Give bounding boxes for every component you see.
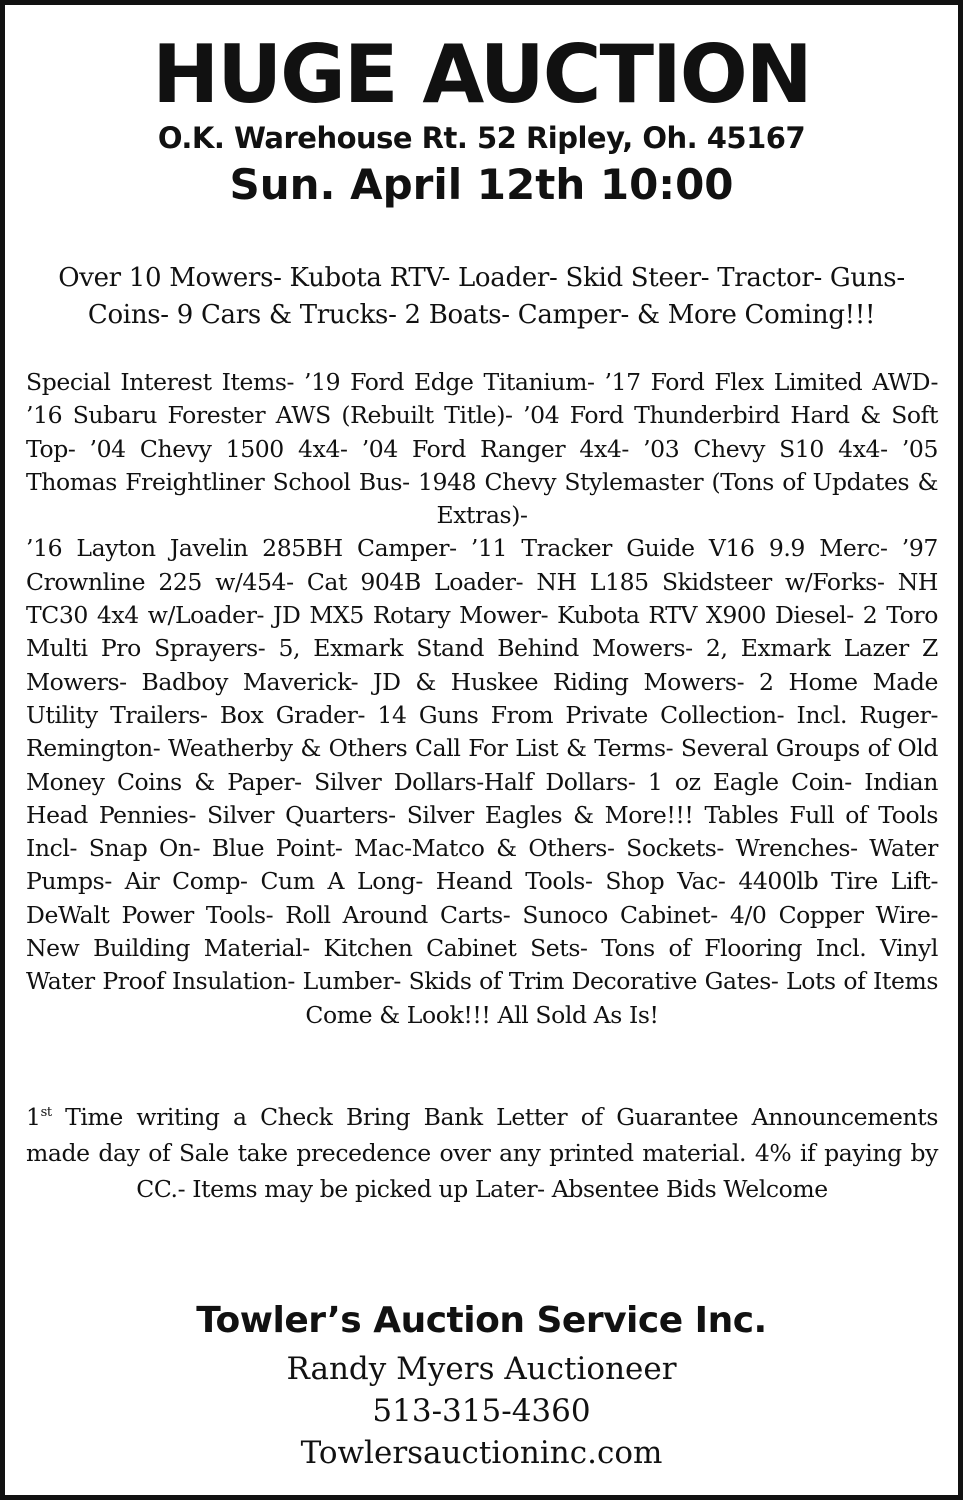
equipment-and-goods: ’16 Layton Javelin 285BH Camper- ’11 Tracker Guide V16 9.9 Merc- ’97 Crownline 225 w/454- Cat 904B Loader- NH L185 Skidsteer w/Forks- NH TC30 4x4 w/Loader- JD MX5 Rotary Mower- Kubota RTV X900 Diesel- 2 Toro Multi Pro Sprayers- 5, Exmark Stand Behind Mowers- 2, Exmark Lazer Z Mowers- Badboy Maverick- JD & Huskee Riding Mowers- 2 Home Made Utility Trailers- Box Grader- 14 Guns From Private Collection- Incl. Ruger- Remington- Weatherby & Others Call For List & Terms- Several Groups of Old Money Coins & Paper- Silver Dollars-Half Dollars- 1 oz Eagle Coin- Indian Head Pennies- Silver Quarters- Silver Eagles & More!!! Tables Full of Tools Incl- Snap On- Blue Point- Mac-Matco & Others- Sockets- Wrenches- Water Pumps- Air Comp- Cum A Long- Heand Tools- Shop Vac- 4400lb Tire Lift- DeWalt Power Tools- Roll Around Carts- Sunoco Cabinet- 4/0 Copper Wire- New Building Material- Kitchen Cabinet Sets- Tons of Flooring Incl. Vinyl Water Proof Insulation- Lumber- Skids of Trim Decorative Gates- Lots of Items Come & Look!!! All Sold As Is! bbox=[26, 534, 938, 1029]
special-interest-vehicles: Special Interest Items- ’19 Ford Edge Titanium- ’17 Ford Flex Limited AWD- ’16 Subaru Forester AWS (Rebuilt Title)- ’04 Ford Thunderbird Hard & Soft Top- ’04 Chevy 1500 4x4- ’04 Ford Ranger 4x4- ’03 Chevy S10 4x4- ’05 Thomas Freightliner School Bus- 1948 Chevy Stylemaster (Tons of Updates & Extras)- bbox=[26, 368, 938, 530]
terms-text: Time writing a Check Bring Bank Letter of Guarantee Announcements made day of Sale take precedence over any printed material. 4% if paying by CC.- Items may be picked up Later- Absentee Bids Welcome bbox=[26, 1103, 938, 1203]
auction-date: Sun. April 12th 10:00 bbox=[229, 160, 734, 209]
ad-footer bbox=[0, 1294, 963, 1474]
ad-title: HUGE AUCTION bbox=[152, 28, 811, 121]
auction-location: O.K. Warehouse Rt. 52 Ripley, Oh. 45167 bbox=[157, 121, 806, 155]
auction-summary: Over 10 Mowers- Kubota RTV- Loader- Skid Steer- Tractor- Guns- Coins- 9 Cars & Trucks- 2 Boats- Camper- & More Coming!!! bbox=[58, 263, 905, 330]
auction-terms bbox=[26, 1099, 938, 1207]
auctioneer-name: Randy Myers Auctioneer bbox=[286, 1351, 677, 1387]
phone-number: 513-315-4360 bbox=[372, 1393, 591, 1429]
item-listing bbox=[26, 366, 938, 1032]
terms-ordinal-number: 1 bbox=[26, 1103, 41, 1131]
ad-header bbox=[0, 30, 963, 214]
website: Towlersauctioninc.com bbox=[300, 1435, 663, 1471]
company-name: Towler’s Auction Service Inc. bbox=[196, 1300, 767, 1341]
terms-ordinal-suffix: st bbox=[40, 1105, 52, 1120]
